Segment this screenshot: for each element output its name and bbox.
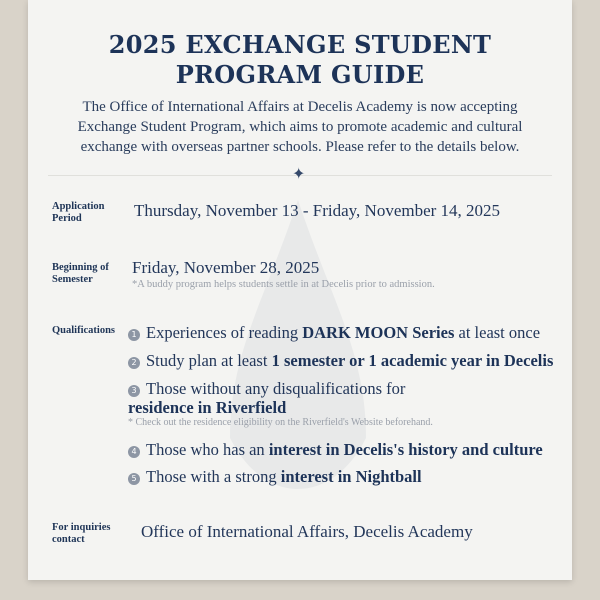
qualification-item <box>128 467 422 486</box>
qualification-highlight: residence in Riverfield <box>128 398 287 417</box>
semester-label: Beginning of Semester <box>52 262 109 285</box>
qualification-note: * Check out the residence eligibility on the Riverfield's Website beforehand. <box>128 417 433 428</box>
qualification-text: Those with a strong <box>146 467 281 486</box>
number-badge: 5 <box>128 473 140 485</box>
title-line-1: 2025 EXCHANGE STUDENT <box>108 30 492 59</box>
semester-note: *A buddy program helps students settle in at Decelis prior to admission. <box>132 279 435 290</box>
intro-paragraph: The Office of International Affairs at Decelis Academy is now accepting Exchange Student Program, which aims to promote academic and cultural exchange with overseas partner schools. Please refer to the details below. <box>77 99 523 155</box>
contact-value: Office of International Affairs, Decelis Academy <box>141 522 473 541</box>
contact-label: For inquiries contact <box>52 522 111 545</box>
semester-value: Friday, November 28, 2025 <box>132 258 320 277</box>
qualifications-label: Qualifications <box>52 325 116 336</box>
title-line-2: PROGRAM GUIDE <box>175 60 425 89</box>
application-period-value: Thursday, November 13 - Friday, November 14, 2025 <box>134 201 501 220</box>
qualification-text-end: at least once <box>454 323 541 342</box>
number-badge: 2 <box>128 357 140 369</box>
qualification-text: Study plan at least <box>146 351 272 370</box>
qualification-highlight: interest in Decelis's history and culture <box>268 440 543 459</box>
sparkle-icon: ✦ <box>292 164 306 183</box>
qualification-text: Those without any disqualifications for <box>146 379 406 398</box>
qualification-highlight: interest in Nightball <box>280 467 422 486</box>
qualification-highlight: 1 semester or 1 academic year in Decelis <box>271 351 554 370</box>
qualification-text: Those who has an <box>146 440 269 459</box>
number-badge: 1 <box>128 329 140 341</box>
qualification-item <box>128 323 540 342</box>
academy-crest-watermark-icon <box>208 200 388 540</box>
qualification-highlight: DARK MOON Series <box>302 323 455 342</box>
qualification-item <box>128 351 553 370</box>
guide-document <box>28 0 572 580</box>
qualification-item <box>128 440 543 459</box>
qualification-item <box>128 379 433 429</box>
number-badge: 4 <box>128 446 140 458</box>
number-badge: 3 <box>128 385 140 397</box>
page-title <box>28 30 572 90</box>
application-period-label: Application Period <box>52 201 105 224</box>
qualification-text: Experiences of reading <box>146 323 303 342</box>
